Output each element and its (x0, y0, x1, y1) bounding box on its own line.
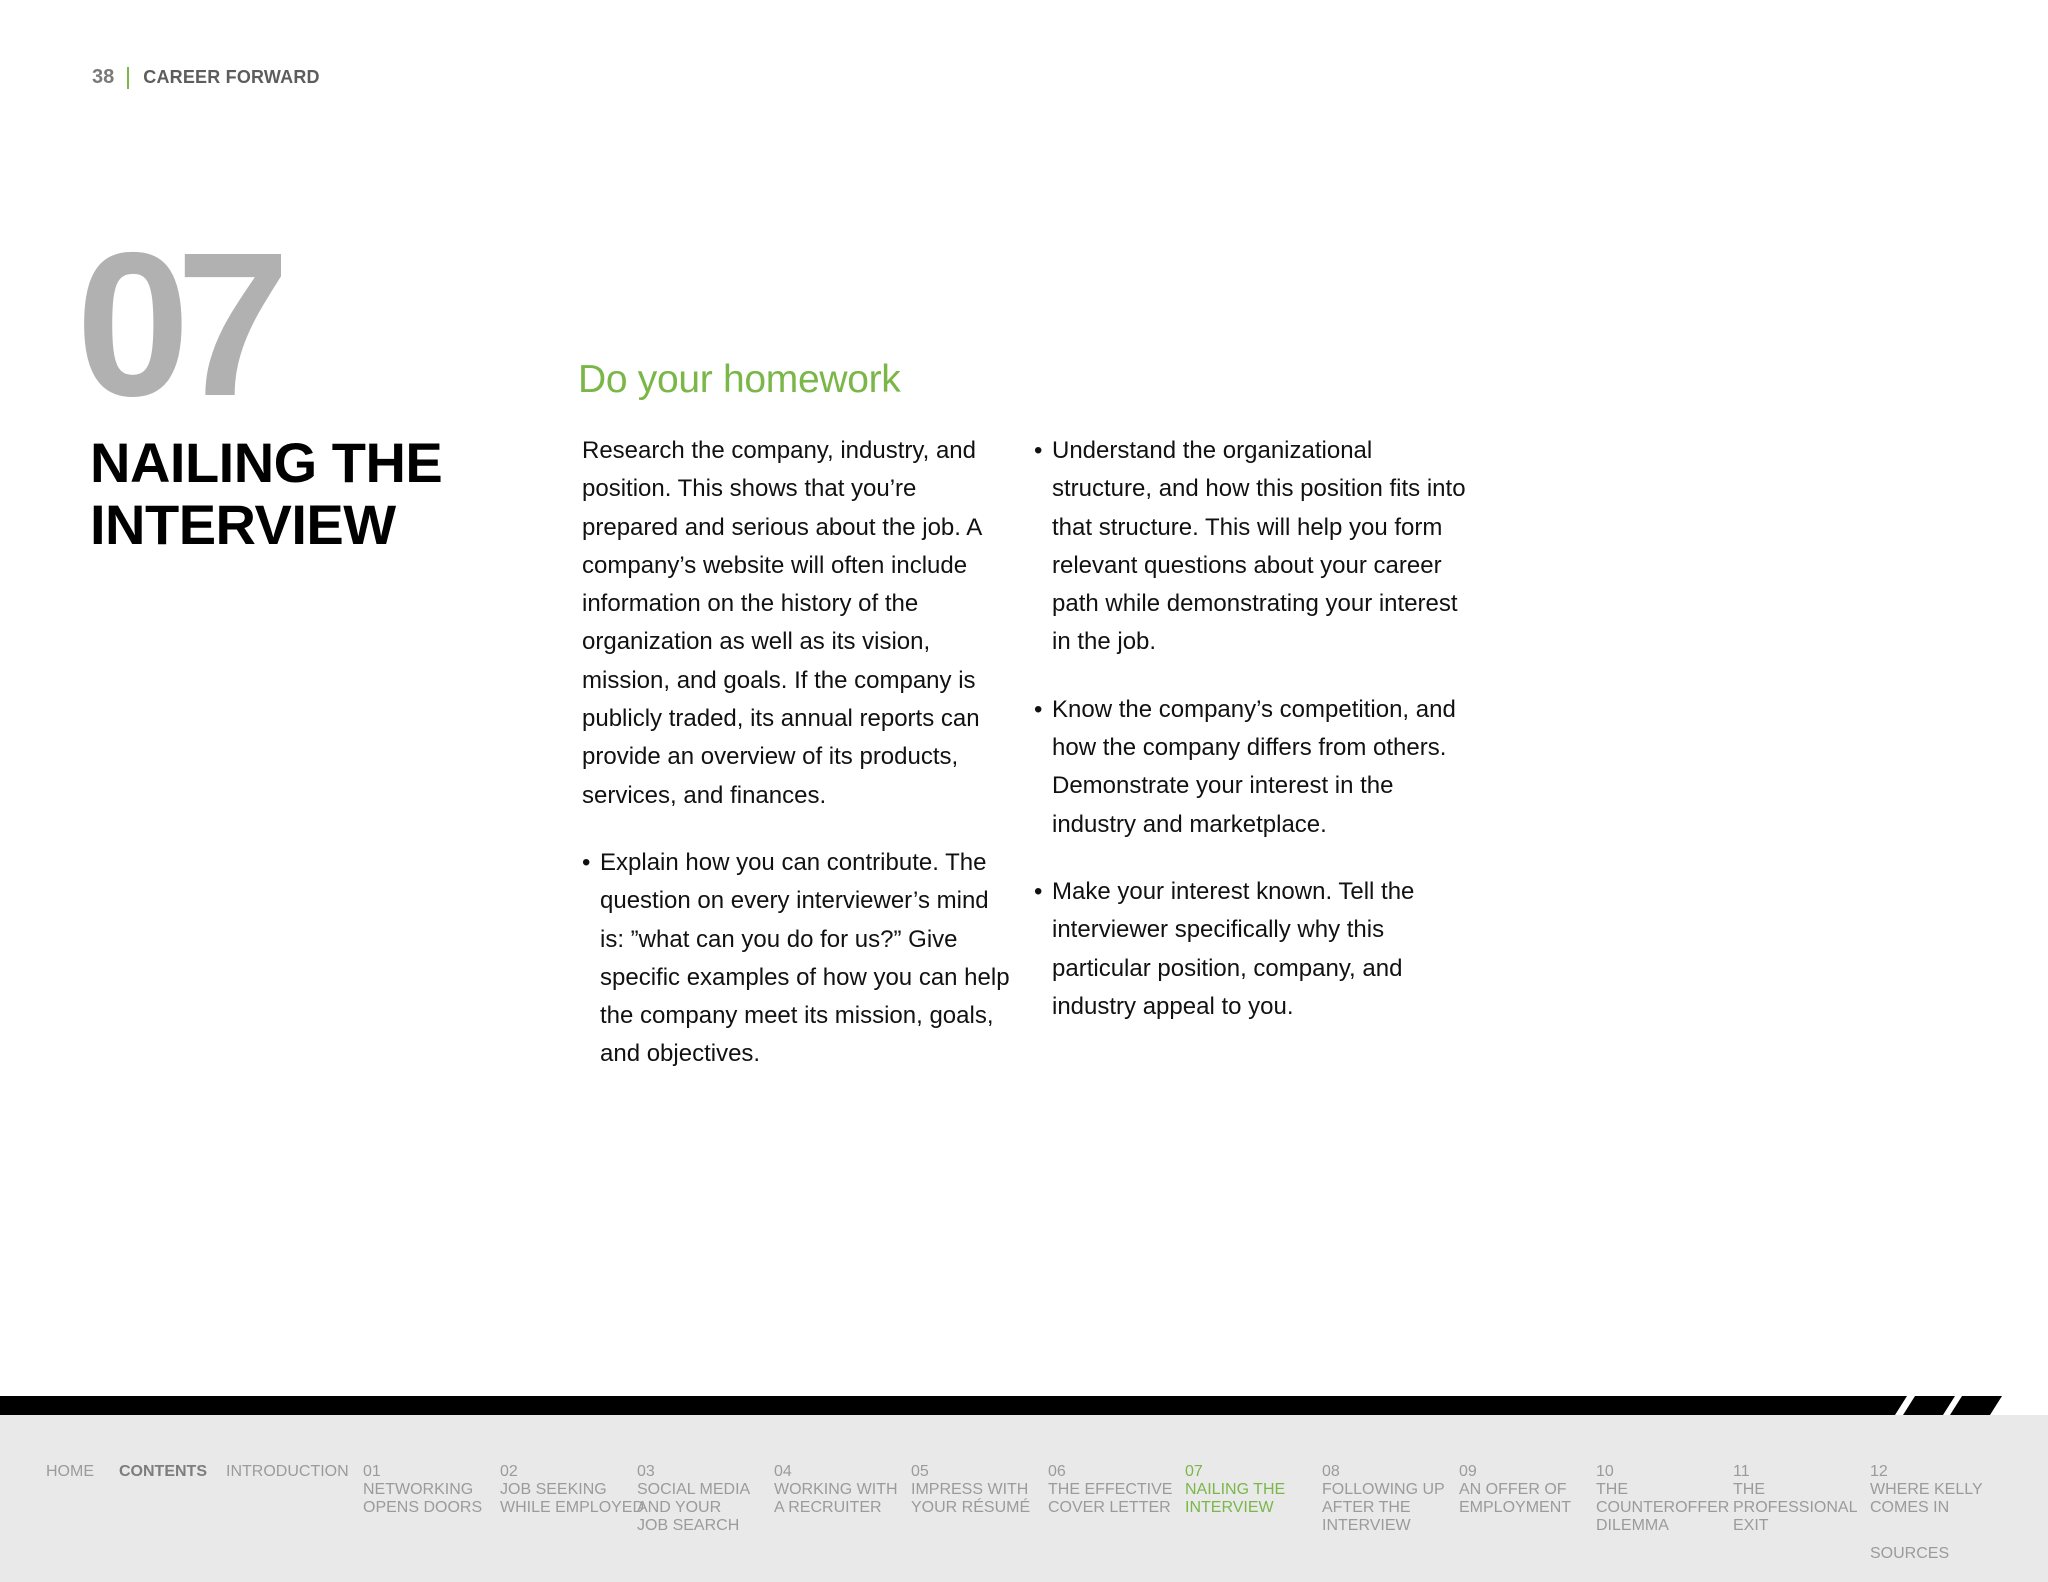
nav-chapter-label: EMPLOYMENT (1459, 1499, 1572, 1516)
nav-chapter-label: COMES IN (1870, 1499, 1950, 1516)
nav-chapter-08[interactable] (1322, 1463, 1445, 1535)
nav-chapter-label: NETWORKING (363, 1481, 474, 1498)
text-column-1 (582, 432, 1012, 1103)
nav-chapter-label: IMPRESS WITH (911, 1481, 1029, 1498)
nav-sources[interactable]: SOURCES (1870, 1545, 1950, 1562)
nav-chapter-number: 09 (1459, 1463, 1477, 1480)
nav-introduction[interactable]: INTRODUCTION (226, 1463, 349, 1480)
footer-navigation (0, 1415, 2048, 1582)
bullet-icon: • (1034, 695, 1043, 723)
nav-chapter-label: INTERVIEW (1322, 1517, 1411, 1534)
bullet-list-2 (1034, 432, 1474, 1026)
bullet-item (1034, 432, 1474, 662)
nav-chapter-label: EXIT (1733, 1517, 1769, 1534)
chapter-number: 07 (76, 210, 277, 439)
nav-chapter-06[interactable] (1048, 1463, 1172, 1517)
bullet-text: Understand the organizational structure, and how this position fits into that structure. This will help you form relevant questions about your career path while demonstrating your interest in the job. (1052, 437, 1466, 656)
bullet-icon: • (1034, 437, 1043, 464)
nav-chapter-label: SOCIAL MEDIA (637, 1481, 751, 1498)
nav-chapter-label: A RECRUITER (774, 1499, 882, 1516)
nav-chapter-label: YOUR RÉSUMÉ (911, 1499, 1031, 1516)
bullet-item (582, 844, 1012, 1074)
nav-chapter-09[interactable] (1459, 1463, 1571, 1517)
nav-chapter-label: THE EFFECTIVE (1048, 1481, 1173, 1498)
nav-chapter-label: INTERVIEW (1185, 1499, 1274, 1516)
running-header (92, 66, 320, 89)
nav-chapter-label: COVER LETTER (1048, 1499, 1171, 1516)
nav-chapter-label: WHILE EMPLOYED (500, 1499, 645, 1516)
nav-chapter-label: THE (1733, 1481, 1765, 1498)
bullet-list-1 (582, 844, 1012, 1074)
nav-chapter-label: AFTER THE (1322, 1499, 1411, 1516)
nav-chapter-label: NAILING THE (1185, 1481, 1286, 1498)
nav-chapter-number: 01 (363, 1463, 381, 1480)
bullet-item (1034, 691, 1474, 844)
nav-chapter-11[interactable] (1733, 1463, 1857, 1535)
bullet-icon: • (1034, 877, 1043, 905)
nav-chapter-label: JOB SEEKING (500, 1481, 607, 1498)
footer-divider-bar (0, 1396, 2048, 1415)
text-column-2 (1034, 432, 1474, 1055)
chapter-title-line-1: NAILING THE (90, 431, 443, 494)
bullet-item (1034, 873, 1474, 1026)
nav-home[interactable]: HOME (46, 1463, 94, 1480)
bullet-icon: • (582, 848, 591, 876)
nav-chapter-07-current[interactable] (1185, 1463, 1285, 1517)
nav-chapter-label: OPENS DOORS (363, 1499, 483, 1516)
nav-chapter-04[interactable] (774, 1463, 898, 1517)
nav-chapter-label: JOB SEARCH (637, 1517, 740, 1534)
nav-chapter-number: 06 (1048, 1463, 1066, 1480)
nav-chapter-12[interactable] (1870, 1463, 1983, 1517)
nav-chapter-03[interactable] (637, 1463, 750, 1535)
nav-chapter-number: 08 (1322, 1463, 1340, 1480)
nav-chapter-10[interactable] (1596, 1463, 1729, 1535)
bullet-text: Explain how you can contribute. The question on every interviewer’s mind is: ”what can you do for us?” Give specific examples of how you can help the company meet its mission, goals, and objectives. (600, 848, 1010, 1068)
nav-chapter-label: PROFESSIONAL (1733, 1499, 1858, 1516)
nav-chapter-number: 12 (1870, 1463, 1888, 1480)
page-number: 38 (92, 66, 115, 88)
bullet-text: Know the company’s competition, and how the company differs from others. Demonstrate your interest in the industry and marketplace. (1052, 695, 1456, 838)
nav-chapter-02[interactable] (500, 1463, 644, 1517)
nav-chapter-number: 03 (637, 1463, 655, 1480)
nav-chapter-number: 11 (1733, 1463, 1750, 1480)
nav-chapter-label: FOLLOWING UP (1322, 1481, 1445, 1498)
bullet-text: Make your interest known. Tell the interviewer specifically why this particular position, company, and industry appeal to you. (1052, 877, 1415, 1020)
chapter-title (90, 432, 442, 556)
section-heading: Do your homework (578, 358, 901, 401)
nav-chapter-number: 07 (1185, 1463, 1203, 1480)
nav-chapter-label: AND YOUR (637, 1499, 722, 1516)
nav-chapter-number: 04 (774, 1463, 792, 1480)
nav-chapter-label: AN OFFER OF (1459, 1481, 1567, 1498)
nav-chapter-label: DILEMMA (1596, 1517, 1669, 1534)
publication-title: CAREER FORWARD (143, 67, 320, 87)
intro-paragraph: Research the company, industry, and position. This shows that you’re prepared and serious about the job. A company’s website will often include information on the history of the organization as well as its vision, mission, and goals. If the company is publicly traded, its annual reports can provide an overview of its products, services, and finances. (582, 437, 981, 809)
nav-chapter-label: COUNTEROFFER (1596, 1499, 1730, 1516)
nav-chapter-number: 05 (911, 1463, 929, 1480)
nav-chapter-number: 02 (500, 1463, 518, 1480)
nav-chapter-label: WHERE KELLY (1870, 1481, 1983, 1498)
nav-chapter-label: WORKING WITH (774, 1481, 898, 1498)
nav-chapter-01[interactable] (363, 1463, 482, 1517)
nav-chapter-number: 10 (1596, 1463, 1614, 1480)
chapter-title-line-2: INTERVIEW (90, 493, 396, 556)
header-divider (127, 67, 129, 89)
nav-contents[interactable]: CONTENTS (119, 1463, 207, 1480)
nav-chapter-label: THE (1596, 1481, 1628, 1498)
nav-chapter-05[interactable] (911, 1463, 1030, 1517)
